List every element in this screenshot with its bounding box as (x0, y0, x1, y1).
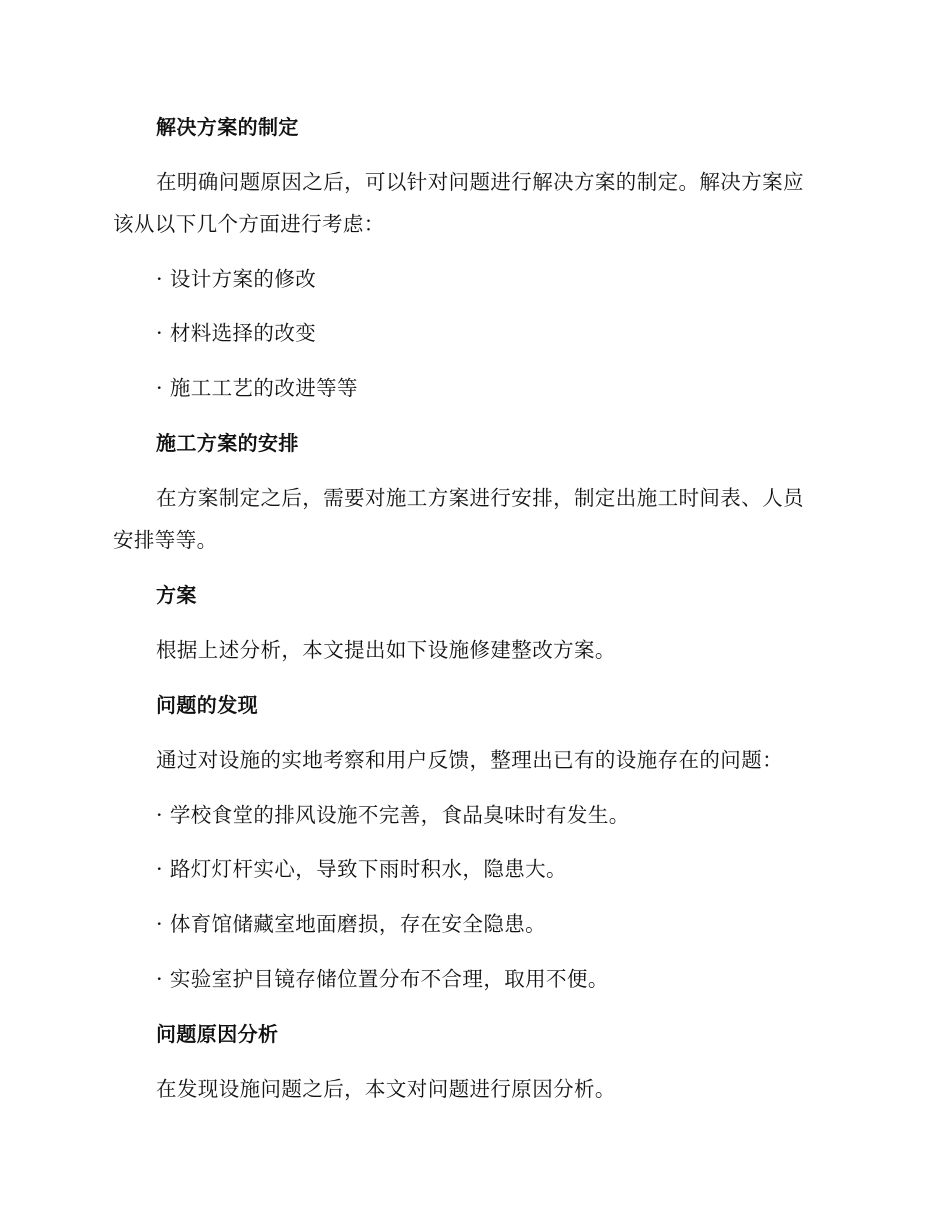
paragraph-solution-line-2: 该从以下几个方面进行考虑： (113, 212, 385, 236)
list-item-solution-1: · 设计方案的修改 (156, 267, 317, 291)
list-item-discovery-4: · 实验室护目镜存储位置分布不合理，取用不便。 (156, 967, 609, 991)
paragraph-solution-line-1: 在明确问题原因之后，可以针对问题进行解决方案的制定。解决方案应 (156, 170, 804, 194)
list-item-discovery-1: · 学校食堂的排风设施不完善，食品臭味时有发生。 (156, 803, 630, 827)
paragraph-cause: 在发现设施问题之后，本文对问题进行原因分析。 (156, 1077, 616, 1101)
section-heading-construction: 施工方案的安排 (156, 431, 299, 455)
list-item-solution-3: · 施工工艺的改进等等 (156, 376, 358, 400)
section-heading-plan: 方案 (156, 583, 197, 607)
paragraph-discovery: 通过对设施的实地考察和用户反馈，整理出已有的设施存在的问题： (156, 748, 783, 772)
list-item-solution-2: · 材料选择的改变 (156, 321, 317, 345)
section-heading-discovery: 问题的发现 (156, 693, 258, 717)
paragraph-construction-line-2: 安排等等。 (113, 528, 218, 552)
section-heading-cause: 问题原因分析 (156, 1022, 279, 1046)
section-heading-solution: 解决方案的制定 (156, 115, 299, 139)
list-item-discovery-3: · 体育馆储藏室地面磨损，存在安全隐患。 (156, 912, 547, 936)
list-item-discovery-2: · 路灯灯杆实心，导致下雨时积水，隐患大。 (156, 857, 567, 881)
paragraph-plan: 根据上述分析，本文提出如下设施修建整改方案。 (156, 638, 616, 662)
paragraph-construction-line-1: 在方案制定之后，需要对施工方案进行安排，制定出施工时间表、人员 (156, 486, 804, 510)
